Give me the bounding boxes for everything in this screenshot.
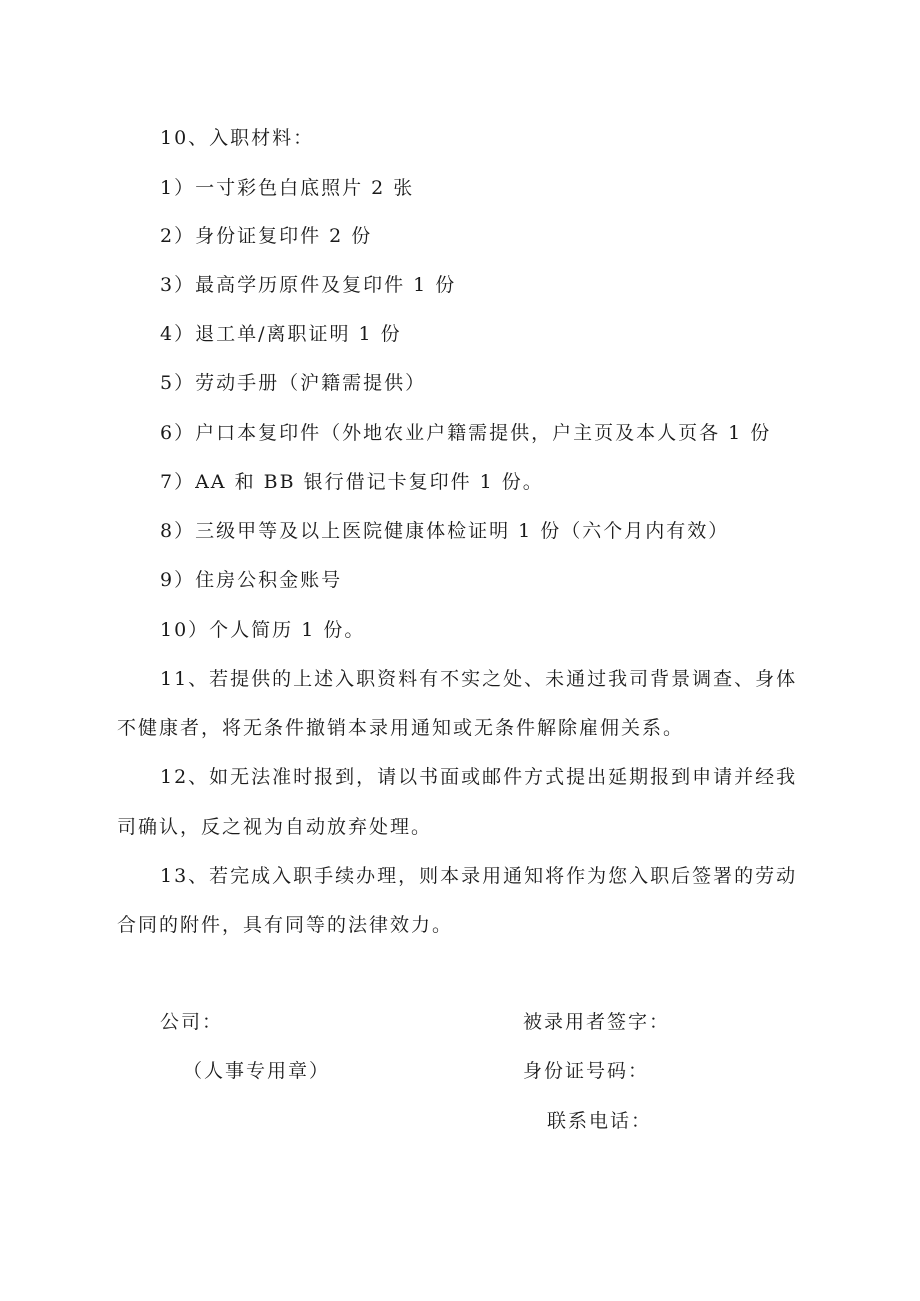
section-11-line-2: 不健康者，将无条件撤销本录用通知或无条件解除雇佣关系。 <box>117 717 685 739</box>
section-11-line-1: 11、若提供的上述入职资料有不实之处、未通过我司背景调查、身体 <box>160 668 798 690</box>
material-item-2: 2）身份证复印件 2 份 <box>160 225 373 247</box>
signee-signature-label: 被录用者签字： <box>523 1011 671 1033</box>
company-label: 公司： <box>160 1011 224 1033</box>
material-item-7: 7）AA 和 BB 银行借记卡复印件 1 份。 <box>160 471 544 493</box>
material-item-6: 6）户口本复印件（外地农业户籍需提供，户主页及本人页各 1 份 <box>160 422 772 444</box>
material-item-9: 9）住房公积金账号 <box>160 569 343 591</box>
section-12-line-1: 12、如无法准时报到，请以书面或邮件方式提出延期报到申请并经我 <box>160 766 798 788</box>
material-item-4: 4）退工单/离职证明 1 份 <box>160 323 402 345</box>
section-13-line-1: 13、若完成入职手续办理，则本录用通知将作为您入职后签署的劳动 <box>160 865 798 887</box>
material-item-8: 8）三级甲等及以上医院健康体检证明 1 份（六个月内有效） <box>160 520 730 542</box>
section-10-heading: 10、入职材料： <box>160 127 315 149</box>
phone-label: 联系电话： <box>547 1110 653 1132</box>
material-item-10: 10）个人简历 1 份。 <box>160 619 366 641</box>
id-number-label: 身份证号码： <box>523 1060 650 1082</box>
material-item-5: 5）劳动手册（沪籍需提供） <box>160 372 427 394</box>
material-item-1: 1）一寸彩色白底照片 2 张 <box>160 177 415 199</box>
section-12-line-2: 司确认，反之视为自动放弃处理。 <box>117 816 433 838</box>
section-13-line-2: 合同的附件，具有同等的法律效力。 <box>117 914 454 936</box>
hr-stamp-label: （人事专用章） <box>183 1060 331 1082</box>
material-item-3: 3）最高学历原件及复印件 1 份 <box>160 274 457 296</box>
